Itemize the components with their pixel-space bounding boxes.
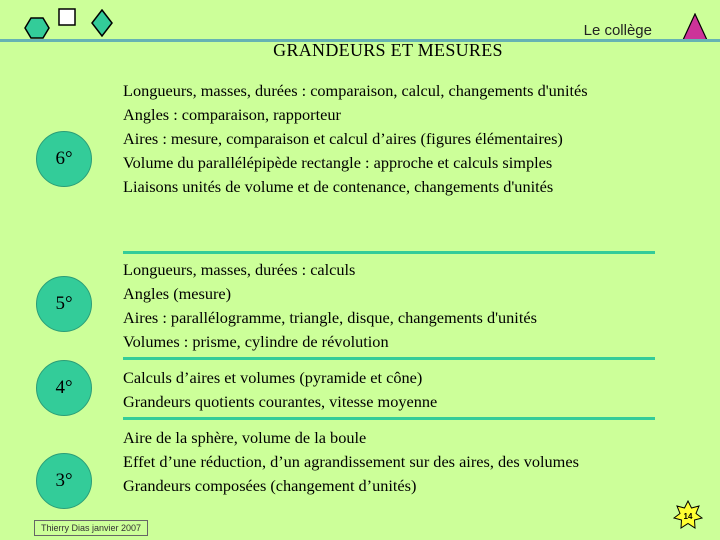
author-footer: Thierry Dias janvier 2007 [34, 520, 148, 536]
content-line: Aires : parallélogramme, triangle, disque, changements d'unités [123, 308, 537, 327]
content-line: Liaisons unités de volume et de contenance, changements d'unités [123, 177, 554, 196]
page-number: 14 [683, 512, 693, 521]
content-line: Grandeurs quotients courantes, vitesse moyenne [123, 392, 438, 411]
grade-badge-3 [36, 453, 92, 509]
site-label: Le collège [583, 22, 652, 39]
grade-label: 5° [55, 293, 73, 314]
grade-label: 4° [55, 377, 73, 398]
grade-badge-4 [36, 360, 92, 416]
content-line: Longueurs, masses, durées : calculs [123, 260, 356, 279]
content-line: Calculs d’aires et volumes (pyramide et cône) [123, 368, 423, 387]
page-title: GRANDEURS ET MESURES [273, 40, 503, 60]
hexagon-icon[interactable] [24, 16, 50, 40]
section-divider [123, 251, 655, 254]
grade-badge-6 [36, 131, 92, 187]
level-3-content [123, 426, 663, 498]
square-icon[interactable] [58, 8, 76, 26]
level-6-content [123, 79, 663, 199]
content-line: Effet d’une réduction, d’un agrandissement sur des aires, des volumes [123, 452, 579, 471]
grade-label: 6° [55, 148, 73, 169]
content-line: Longueurs, masses, durées : comparaison, calcul, changements d'unités [123, 81, 588, 100]
grade-label: 3° [55, 470, 73, 491]
star-icon[interactable] [673, 500, 703, 530]
grade-badge-5 [36, 276, 92, 332]
content-line: Grandeurs composées (changement d’unités) [123, 476, 417, 495]
diamond-icon[interactable] [91, 9, 113, 37]
triangle-icon[interactable] [682, 13, 708, 41]
content-line: Volume du parallélépipède rectangle : approche et calculs simples [123, 153, 553, 172]
section-divider [123, 357, 655, 360]
section-divider [123, 417, 655, 420]
content-line: Aire de la sphère, volume de la boule [123, 428, 367, 447]
content-line: Volumes : prisme, cylindre de révolution [123, 332, 389, 351]
level-4-content [123, 366, 663, 414]
level-5-content [123, 258, 663, 354]
content-line: Angles (mesure) [123, 284, 232, 303]
content-line: Angles : comparaison, rapporteur [123, 105, 341, 124]
content-line: Aires : mesure, comparaison et calcul d’aires (figures élémentaires) [123, 129, 563, 148]
